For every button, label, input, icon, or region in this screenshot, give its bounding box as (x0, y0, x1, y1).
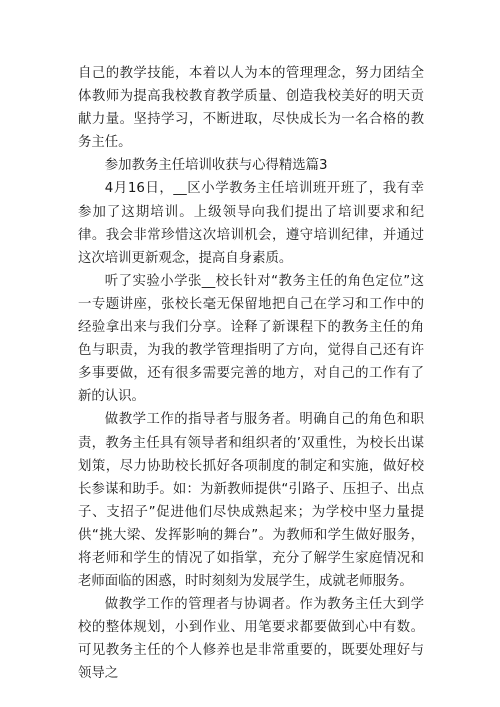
paragraph-guide-and-server: 做教学工作的指导者与服务者。明确自己的角色和职责，教务主任具有领导者和组织者的’双重性，为校长出谋划策，尽力协助校长抓好各项制度的制定和实施，做好校长参谋和助手。如：为新教师提供“引路子、压担子、出点子、支招子”促进他们尽快成熟起来；为学校中坚力量提供“挑大梁、发挥影响的舞台”。为教师和学生做好服务，将老师和学生的情况了如指掌，充分了解学生家庭情况和老师面临的困惑，时时刻刻为发展学生，成就老师服务。 (78, 412, 424, 590)
paragraph-continued: 自己的教学技能，本着以人为本的管理理念，努力团结全体教师为提高我校教育教学质量、创造我校美好的明天贡献力量。坚持学习，不断进取，尽快成长为一名合格的教务主任。 (78, 66, 424, 151)
paragraph-manager-and-coordinator: 做教学工作的管理者与协调者。作为教务主任大到学校的整体规划，小到作业、用笔要求都要做到心中有数。可见教务主任的个人修养也是非常重要的，既要处理好与领导之 (78, 597, 424, 682)
paragraph-training-start: 4月16日，__区小学教务主任培训班开班了，我有幸参加了这期培训。上级领导向我们提出了培训要求和纪律。我会非常珍惜这次培训机会，遵守培训纪律，并通过这次培训更新观念，提高自身素质。 (78, 181, 424, 266)
section-heading: 参加教务主任培训收获与心得精选篇3 (104, 158, 328, 174)
paragraph-lecture: 听了实验小学张__校长针对“教务主任的角色定位”这一专题讲座，张校长毫无保留地把自己在学习和工作中的经验拿出来与我们分享。诠释了新课程下的教务主任的角色与职责，为我的教学管理指明了方向，觉得自己还有许多事要做，还有很多需要完善的地方，对自己的工作有了新的认识。 (78, 273, 424, 405)
document-body (78, 62, 424, 686)
